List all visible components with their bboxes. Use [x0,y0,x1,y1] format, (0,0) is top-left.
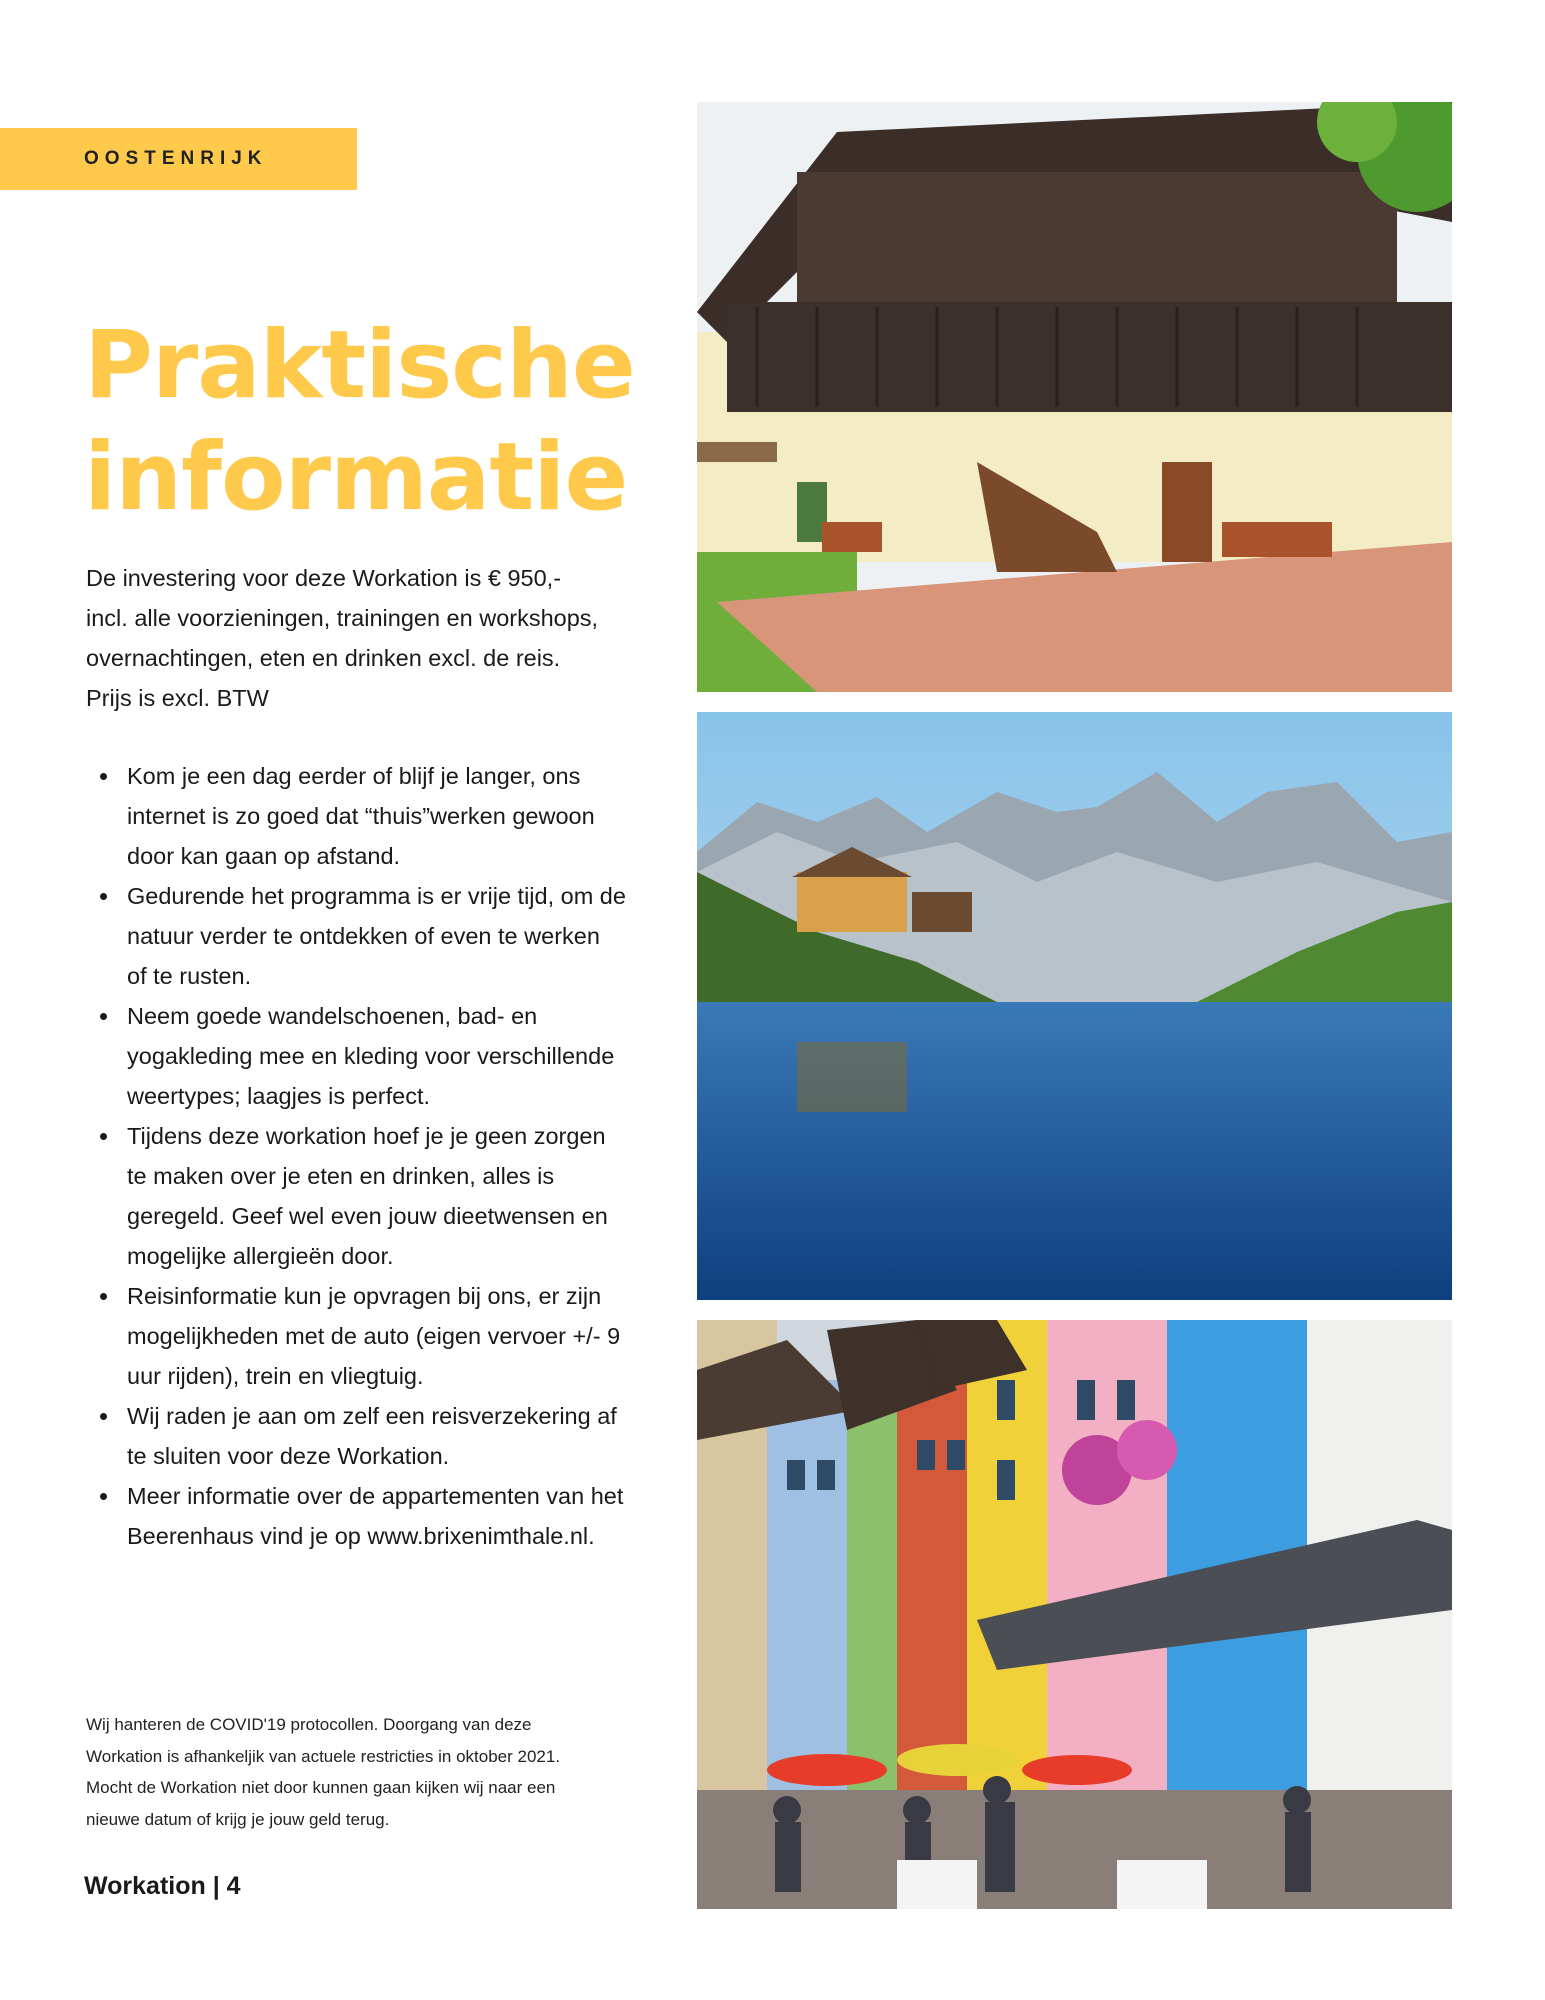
info-item-insurance: Wij raden je aan om zelf een reisverzekering af te sluiten voor deze Workation. [86,1396,626,1476]
mountain-lake-photo [697,712,1452,1300]
country-tag [0,128,357,190]
page-footer: Workation | 4 [84,1872,241,1900]
info-item-free-time: Gedurende het programma is er vrije tijd, om de natuur verder te ontdekken of even te werken of te rusten. [86,876,626,996]
info-item-early-late: Kom je een dag eerder of blijf je langer, ons internet is zo goed dat “thuis”werken gewoon door kan gaan op afstand. [86,756,626,876]
info-item-more-info: Meer informatie over de appartementen van het Beerenhaus vind je op www.brixenimthale.nl. [86,1476,626,1556]
intro-paragraph: De investering voor deze Workation is € 950,- incl. alle voorzieningen, trainingen en workshops, overnachtingen, eten en drinken excl. de reis. Prijs is excl. BTW [86,565,599,711]
chalet-photo [697,102,1452,692]
village-street-photo [697,1320,1452,1909]
info-item-clothing: Neem goede wandelschoenen, bad- en yogakleding mee en kleding voor verschillende weertypes; laagjes is perfect. [86,996,626,1116]
page-title-line-1: Praktische [84,311,635,420]
info-item-travel: Reisinformatie kun je opvragen bij ons, er zijn mogelijkheden met de auto (eigen vervoer +/- 9 uur rijden), trein en vliegtuig. [86,1276,626,1396]
info-list [86,756,626,1556]
page-title [84,310,635,534]
covid-note: Wij hanteren de COVID'19 protocollen. Doorgang van deze Workation is afhankeljik van actuele restricties in oktober 2021. Mocht de Workation niet door kunnen gaan kijken wij naar een nieuwe datum of krijg je jouw geld terug. [86,1715,561,1829]
country-tag-label: OOSTENRIJK [84,148,268,169]
page-title-line-2: informatie [84,423,628,532]
info-item-food: Tijdens deze workation hoef je je geen zorgen te maken over je eten en drinken, alles is geregeld. Geef wel even jouw dieetwensen en mogelijke allergieën door. [86,1116,626,1276]
